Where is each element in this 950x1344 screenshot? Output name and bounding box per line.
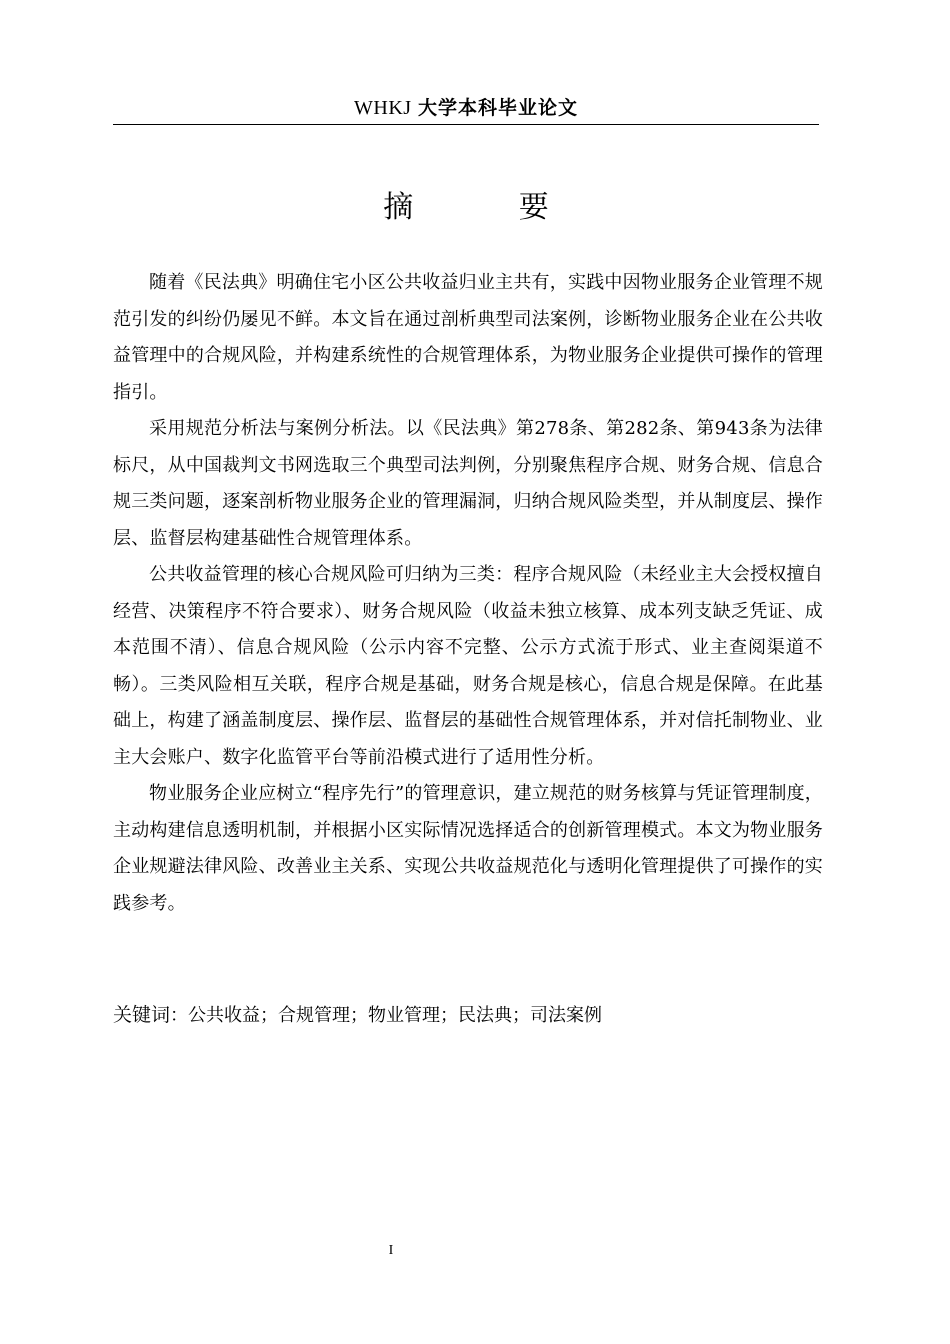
header-university-code: WHKJ xyxy=(354,97,412,119)
abstract-title: 摘 要 xyxy=(383,190,597,225)
keywords-text: 公共收益；合规管理；物业管理；民法典；司法案例 xyxy=(188,1005,603,1026)
keywords-label: 关键词 xyxy=(113,1004,171,1026)
page-number: I xyxy=(388,1243,394,1258)
abstract-paragraph-4: 物业服务企业应树立“程序先行”的管理意识，建立规范的财务核算与凭证管理制度，主动构建信息透明机制，并根据小区实际情况选择适合的创新管理模式。本文为物业服务企业规避法律风险、改善业主关系、实现公共收益规范化与透明化管理提供了可操作的实践参考。 xyxy=(113,783,824,914)
header-rule xyxy=(113,124,819,125)
thesis-header xyxy=(113,92,819,122)
abstract-paragraph-1: 随着《民法典》明确住宅小区公共收益归业主共有，实践中因物业服务企业管理不规范引发的纠纷仍屡见不鲜。本文旨在通过剖析典型司法案例，诊断物业服务企业在公共收益管理中的合规风险，并构建系统性的合规管理体系，为物业服务企业提供可操作的管理指引。 xyxy=(113,272,823,403)
abstract-paragraph-3: 公共收益管理的核心合规风险可归纳为三类：程序合规风险（未经业主大会授权擅自经营、决策程序不符合要求）、财务合规风险（收益未独立核算、成本列支缺乏凭证、成本范围不清）、信息合规风险（公示内容不完整、公示方式流于形式、业主查阅渠道不畅）。三类风险相互关联，程序合规是基础，财务合规是核心，信息合规是保障。在此基础上，构建了涵盖制度层、操作层、监督层的基础性合规管理体系，并对信托制物业、业主大会账户、数字化监管平台等前沿模式进行了适用性分析。 xyxy=(113,564,823,768)
keywords-separator: ： xyxy=(170,1005,189,1026)
header-title: 大学本科毕业论文 xyxy=(417,97,578,119)
abstract-paragraph-2: 采用规范分析法与案例分析法。以《民法典》第278条、第282条、第943条为法律标尺，从中国裁判文书网选取三个典型司法判例，分别聚焦程序合规、财务合规、信息合规三类问题，逐案剖析物业服务企业的管理漏洞，归纳合规风险类型，并从制度层、操作层、监督层构建基础性合规管理体系。 xyxy=(113,418,823,549)
keywords-line xyxy=(113,999,823,1032)
abstract-body xyxy=(113,265,823,922)
